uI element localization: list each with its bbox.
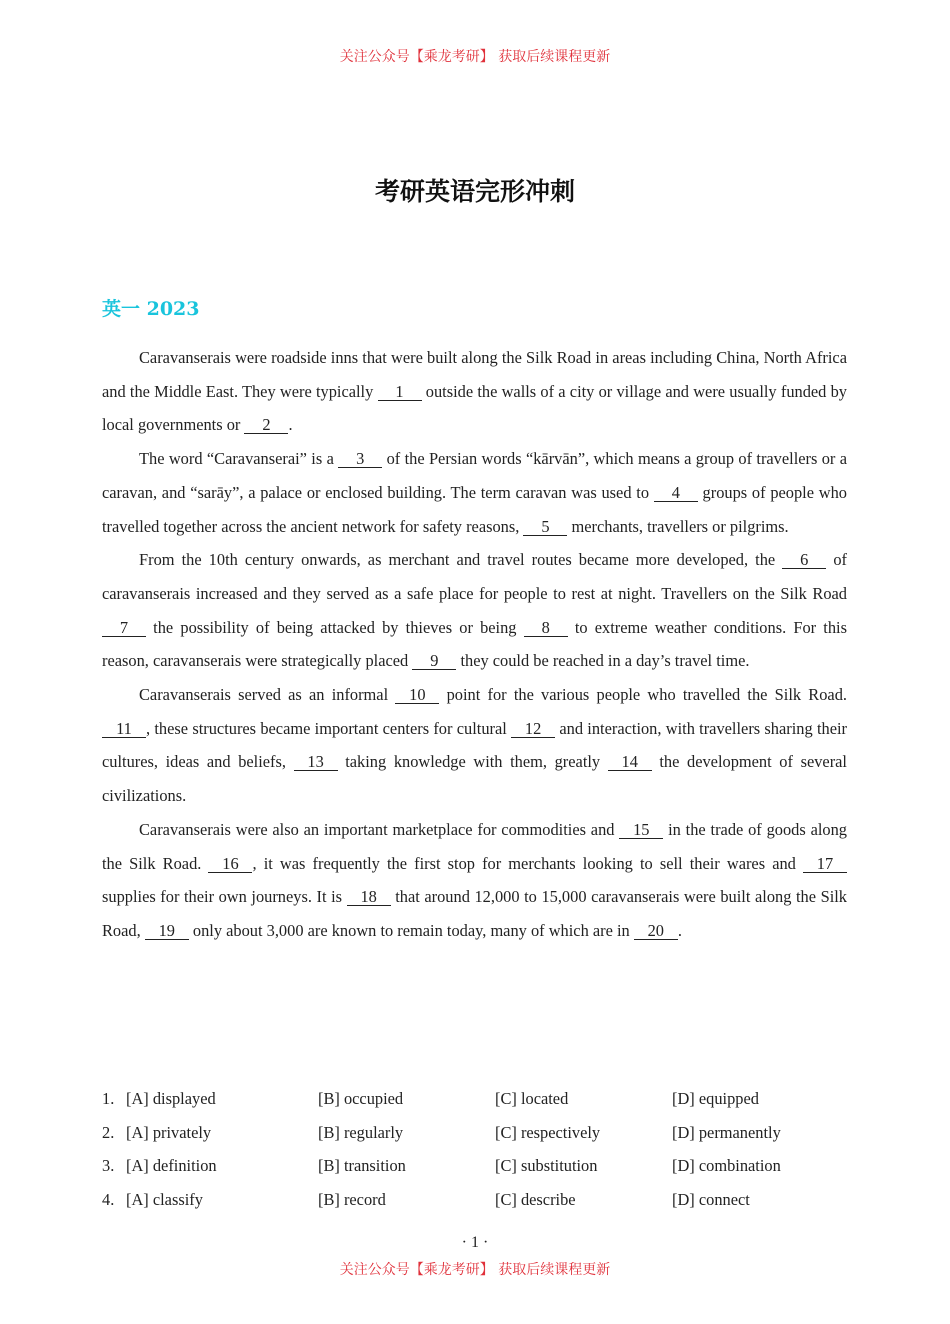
- question-number: 4.: [102, 1190, 115, 1210]
- option-row: [102, 1117, 847, 1151]
- option-d: [D] equipped: [672, 1089, 759, 1108]
- option-b: [B] transition: [318, 1156, 406, 1176]
- passage-text: outside the walls of a city or village and were usually funded by local governments or: [102, 381, 847, 435]
- blank-9: 9: [412, 652, 456, 670]
- passage-text: .: [677, 920, 682, 940]
- passage-text: From the 10th century onwards, as merchant and travel routes became more developed, the: [139, 550, 783, 570]
- blank-20: 20: [634, 922, 678, 940]
- option-c: [C] located: [495, 1089, 569, 1108]
- blank-12: 12: [511, 720, 555, 738]
- header-banner: 关注公众号【乘龙考研】 获取后续课程更新: [339, 49, 611, 65]
- passage-text: of the Persian words “kārvān”, which means a group of travellers or a caravan, and “sarāy”, a palace or enclosed building. The term caravan was used to: [102, 449, 847, 502]
- passage-text: the development of several civilizations.: [102, 752, 847, 806]
- blank-3: 3: [338, 450, 382, 468]
- option-b: [B] record: [318, 1190, 386, 1210]
- passage-text: The word “Caravanserai” is a: [139, 449, 339, 469]
- blank-5: 5: [523, 518, 567, 536]
- option-d: [D] connect: [672, 1190, 750, 1210]
- blank-15: 15: [619, 821, 663, 839]
- page-title: 考研英语完形冲刺: [374, 177, 575, 206]
- blank-17: 17: [803, 855, 847, 873]
- passage-text: Caravanserais served as an informal: [139, 685, 396, 705]
- passage-text: , it was frequently the first stop for merchants looking to sell their wares and: [252, 853, 803, 873]
- option-b: [B] occupied: [318, 1089, 404, 1108]
- option-a: [A] displayed: [126, 1089, 216, 1108]
- page-number: · 1 ·: [461, 1234, 489, 1251]
- question-number: 3.: [102, 1156, 115, 1176]
- option-c: [C] describe: [495, 1190, 576, 1210]
- blank-10: 10: [395, 686, 439, 704]
- blank-19: 19: [145, 922, 189, 940]
- option-row: [102, 1184, 847, 1218]
- paragraph-3: [102, 543, 847, 678]
- option-row: [102, 1150, 847, 1184]
- passage-text: Caravanserais were also an important marketplace for commodities and: [139, 819, 620, 839]
- question-number: 1.: [102, 1089, 115, 1108]
- option-c: [C] substitution: [495, 1156, 598, 1176]
- option-a: [A] privately: [126, 1122, 212, 1142]
- passage-text: groups of people who travelled together across the ancient network for safety reasons,: [102, 482, 847, 536]
- option-c: [C] respectively: [495, 1122, 601, 1142]
- blank-16: 16: [208, 855, 252, 873]
- passage-text: to extreme weather conditions. For this reason, caravanserais were strategically placed: [102, 617, 847, 671]
- paragraph-5: [102, 813, 847, 948]
- blank-4: 4: [654, 484, 698, 502]
- section-heading: 英一 2023: [102, 298, 200, 320]
- blank-6: 6: [782, 551, 826, 569]
- option-d: [D] permanently: [672, 1122, 781, 1142]
- paragraph-4: [102, 678, 847, 813]
- passage-text: that around 12,000 to 15,000 caravanserais were built along the Silk Road,: [102, 887, 847, 940]
- blank-7: 7: [102, 619, 146, 637]
- option-row: [102, 1083, 847, 1117]
- option-a: [A] classify: [126, 1190, 203, 1210]
- cloze-passage: [102, 341, 847, 948]
- passage-text: taking knowledge with them, greatly: [337, 752, 608, 772]
- option-d: [D] combination: [672, 1156, 781, 1176]
- passage-text: in the trade of goods along the Silk Road.: [102, 819, 847, 873]
- passage-text: the possibility of being attacked by thieves or being: [146, 617, 524, 637]
- question-number: 2.: [102, 1122, 115, 1142]
- passage-text: merchants, travellers or pilgrims.: [567, 516, 789, 536]
- blank-1: 1: [378, 383, 422, 401]
- blank-2: 2: [244, 416, 288, 434]
- passage-text: Caravanserais were roadside inns that were built along the Silk Road in areas including China, North Africa and the Middle East. They were typically: [102, 348, 847, 401]
- option-a: [A] definition: [126, 1156, 217, 1176]
- answer-options: [102, 1083, 847, 1218]
- blank-18: 18: [347, 888, 391, 906]
- passage-text: point for the various people who travelled the Silk Road.: [439, 685, 847, 705]
- passage-text: supplies for their own journeys. It is: [102, 887, 347, 907]
- blank-8: 8: [524, 619, 568, 637]
- paragraph-2: [102, 442, 847, 543]
- passage-text: .: [288, 415, 293, 435]
- passage-text: , these structures became important centers for cultural: [146, 718, 512, 738]
- passage-text: only about 3,000 are known to remain today, many of which are in: [188, 920, 634, 940]
- blank-14: 14: [608, 753, 652, 771]
- paragraph-1: [102, 341, 847, 442]
- passage-text: and interaction, with travellers sharing their cultures, ideas and beliefs,: [102, 718, 847, 772]
- blank-13: 13: [294, 753, 338, 771]
- blank-11: 11: [102, 720, 146, 738]
- footer-banner: 关注公众号【乘龙考研】 获取后续课程更新: [339, 1262, 611, 1278]
- passage-text: they could be reached in a day’s travel time.: [456, 651, 750, 671]
- option-b: [B] regularly: [318, 1122, 404, 1142]
- passage-text: of caravanserais increased and they served as a safe place for people to rest at night. Travellers on the Silk Road: [102, 550, 847, 603]
